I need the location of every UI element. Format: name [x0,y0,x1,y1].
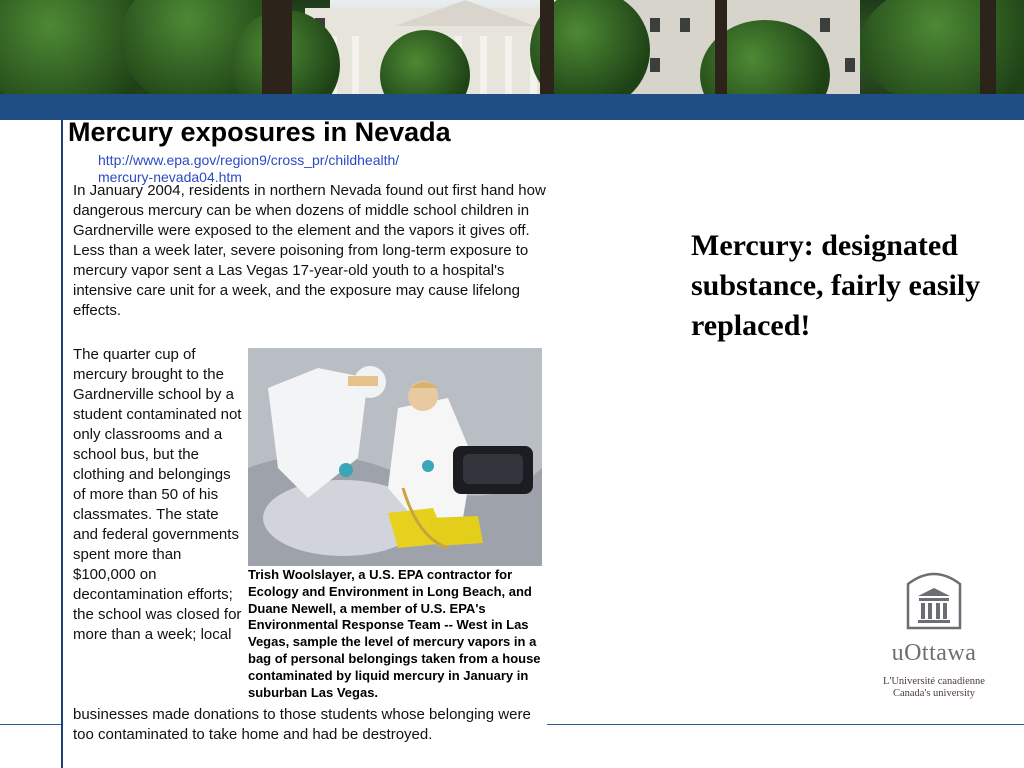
source-url-line-1[interactable]: http://www.epa.gov/region9/cross_pr/childhealth/ [98,152,400,168]
uottawa-logo [866,570,1002,710]
article-title: Mercury exposures in Nevada [68,117,451,147]
header-banner-photo [0,0,1024,94]
photo-illustration [248,348,542,566]
university-building-icon [866,570,1002,638]
epa-workers-photo [248,348,542,566]
slide-side-note: Mercury: designated substance, fairly easily replaced! [691,229,981,342]
logo-wordmark: uOttawa [891,640,977,666]
article-intro-paragraph: In January 2004, residents in northern Nevada found out first hand how dangerous mercury can be when dozens of middle school children in Gardnerville were exposed to the element and the vapors it gives off. Less than a week later, severe poisoning from long-term exposure to mercury vapor sent a Las Vegas 17-year-old youth to a hospital's intensive care unit for a week, and the exposure may cause lifelong effects. [73,182,546,319]
photo-caption: Trish Woolslayer, a U.S. EPA contractor for Ecology and Environment in Long Beach, and Duane Newell, a member of U.S. EPA's Environmental Response Team -- West in Las Vegas, sample the level of mercury vapors in a bag of personal belongings taken from a house contaminated by liquid mercury in January in suburban Las Vegas. [248,567,541,700]
logo-tagline-english: Canada's university [892,688,976,699]
article-left-rule [61,120,63,768]
logo-tagline-french: L'Université canadienne [883,676,985,687]
article-story-continuation: businesses made donations to those students whose belonging were too contaminated to take home and had be destroyed. [73,706,531,743]
source-url-line-2[interactable]: mercury-nevada04.htm [98,169,242,185]
article-story-column: The quarter cup of mercury brought to the Gardnerville school by a student contaminated not only classrooms and a school bus, but the clothing and belongings of more than 50 of his classmates. The state and federal governments spent more than $100,000 on decontamination efforts; the school was closed for more than a week; local [73,346,242,643]
